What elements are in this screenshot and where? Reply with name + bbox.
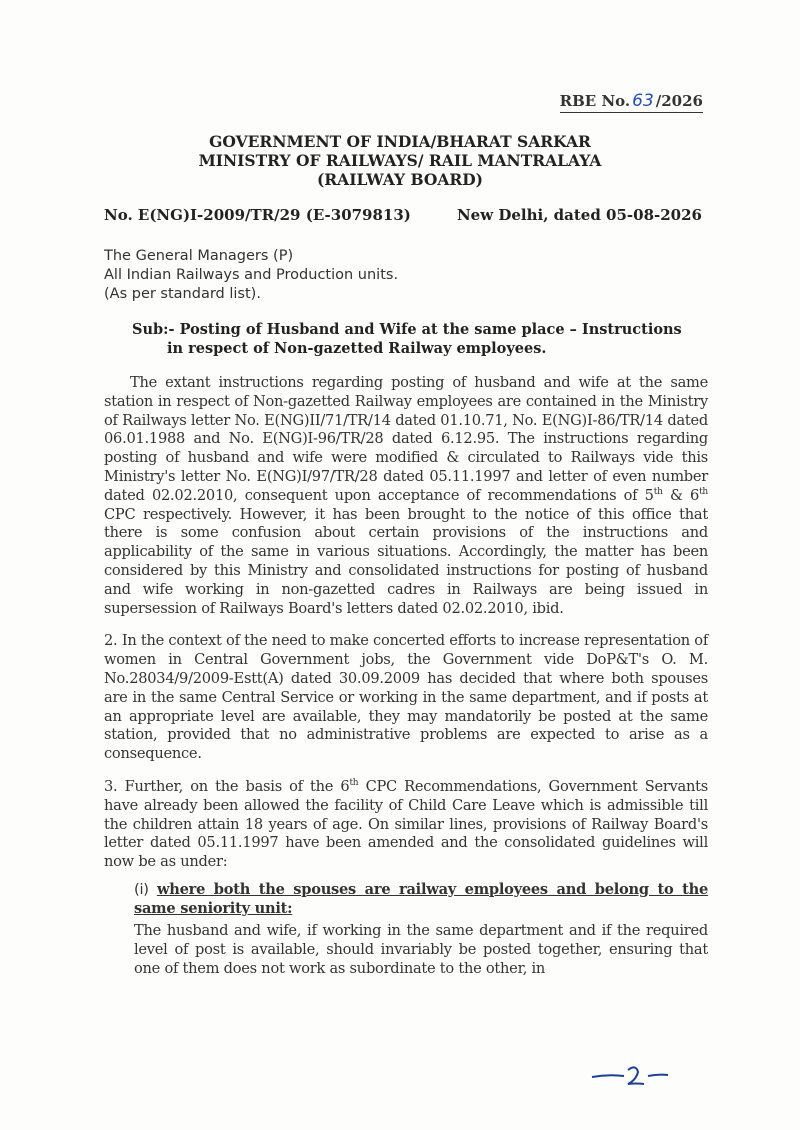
addressee-line-3: (As per standard list).	[104, 286, 261, 302]
subject-line-1: Sub:- Posting of Husband and Wife at the same place – Instructions	[132, 321, 682, 338]
addressee-block	[104, 247, 398, 304]
subsection-marker: (i)	[134, 880, 149, 898]
letter-number: No. E(NG)I-2009/TR/29 (E-3079813)	[104, 206, 411, 224]
paragraph-1: The extant instructions regarding posting of husband and wife at the same station in respect of Non-gazetted Railway employees are contained in the Ministry of Railways letter No. E(NG)II/71/TR/14 dated 01.10.71, No. E(NG)I-86/TR/14 dated 06.01.1988 and No. E(NG)I-96/TR/28 dated 6.12.95. The instructions regarding posting of husband and wife were modified & circulated to Railways vide this Ministry's letter No. E(NG)I/97/TR/28 dated 05.11.1997 and letter of even number dated 02.02.2010, consequent upon acceptance of recommendations of 5th & 6th CPC respectively. However, it has been brought to the notice of this office that there is some confusion about certain provisions of the instructions and applicability of the same in various situations. Accordingly, the matter has been considered by this Ministry and consolidated instructions for posting of husband and wife working in non-gazetted cadres in Railways are being issued in supersession of Railways Board's letters dated 02.02.2010, ibid.	[104, 374, 708, 617]
digit-two-stroke	[628, 1067, 644, 1084]
dash-right-stroke	[648, 1075, 668, 1076]
letterhead	[0, 132, 800, 189]
rbe-year: /2026	[655, 92, 703, 110]
letterhead-line-1: GOVERNMENT OF INDIA/BHARAT SARKAR	[209, 132, 591, 151]
subject-line-2: in respect of Non-gazetted Railway employees.	[167, 340, 547, 357]
subsection-heading	[134, 880, 708, 918]
dash-left-stroke	[592, 1075, 624, 1077]
letterhead-line-3: (RAILWAY BOARD)	[316, 170, 484, 189]
paragraph-2: 2. In the context of the need to make concerted efforts to increase representation of women in Central Government jobs, the Government vide DoP&T's O. M. No.28034/9/2009-Estt(A) dated 30.09.2009 has decided that where both spouses are in the same Central Service or working in the same department, and if posts at an appropriate level are available, they may mandatorily be posted at the same station, provided that no administrative problems are expected to arise as a consequence.	[104, 632, 708, 763]
addressee-line-2: All Indian Railways and Production units.	[104, 267, 399, 283]
subsection-heading-text: where both the spouses are railway employees and belong to the same seniority unit:	[134, 880, 709, 917]
reference-line	[104, 206, 702, 224]
place-and-date: New Delhi, dated 05-08-2026	[456, 206, 702, 224]
rbe-number	[560, 91, 703, 113]
letter-body	[104, 374, 708, 978]
subject-block	[132, 320, 702, 358]
letterhead-line-2: MINISTRY OF RAILWAYS/ RAIL MANTRALAYA	[198, 151, 602, 170]
addressee-line-1: The General Managers (P)	[104, 248, 294, 264]
rbe-handwritten-number: 63	[632, 91, 654, 111]
subsection-text: The husband and wife, if working in the same department and if the required level of post is available, should invariably be posted together, ensuring that one of them does not work as subordinate to the other, in	[134, 921, 708, 977]
paragraph-3: 3. Further, on the basis of the 6th CPC Recommendations, Government Servants have already been allowed the facility of Child Care Leave which is admissible till the children attain 18 years of age. On similar lines, provisions of Railway Board's letter dated 05.11.1997 have been amended and the consolidated guidelines will now be as under:	[104, 777, 709, 871]
handwritten-page-number	[590, 1062, 680, 1092]
page-number-text: 2	[630, 1082, 631, 1083]
rbe-prefix: RBE No.	[559, 92, 631, 110]
